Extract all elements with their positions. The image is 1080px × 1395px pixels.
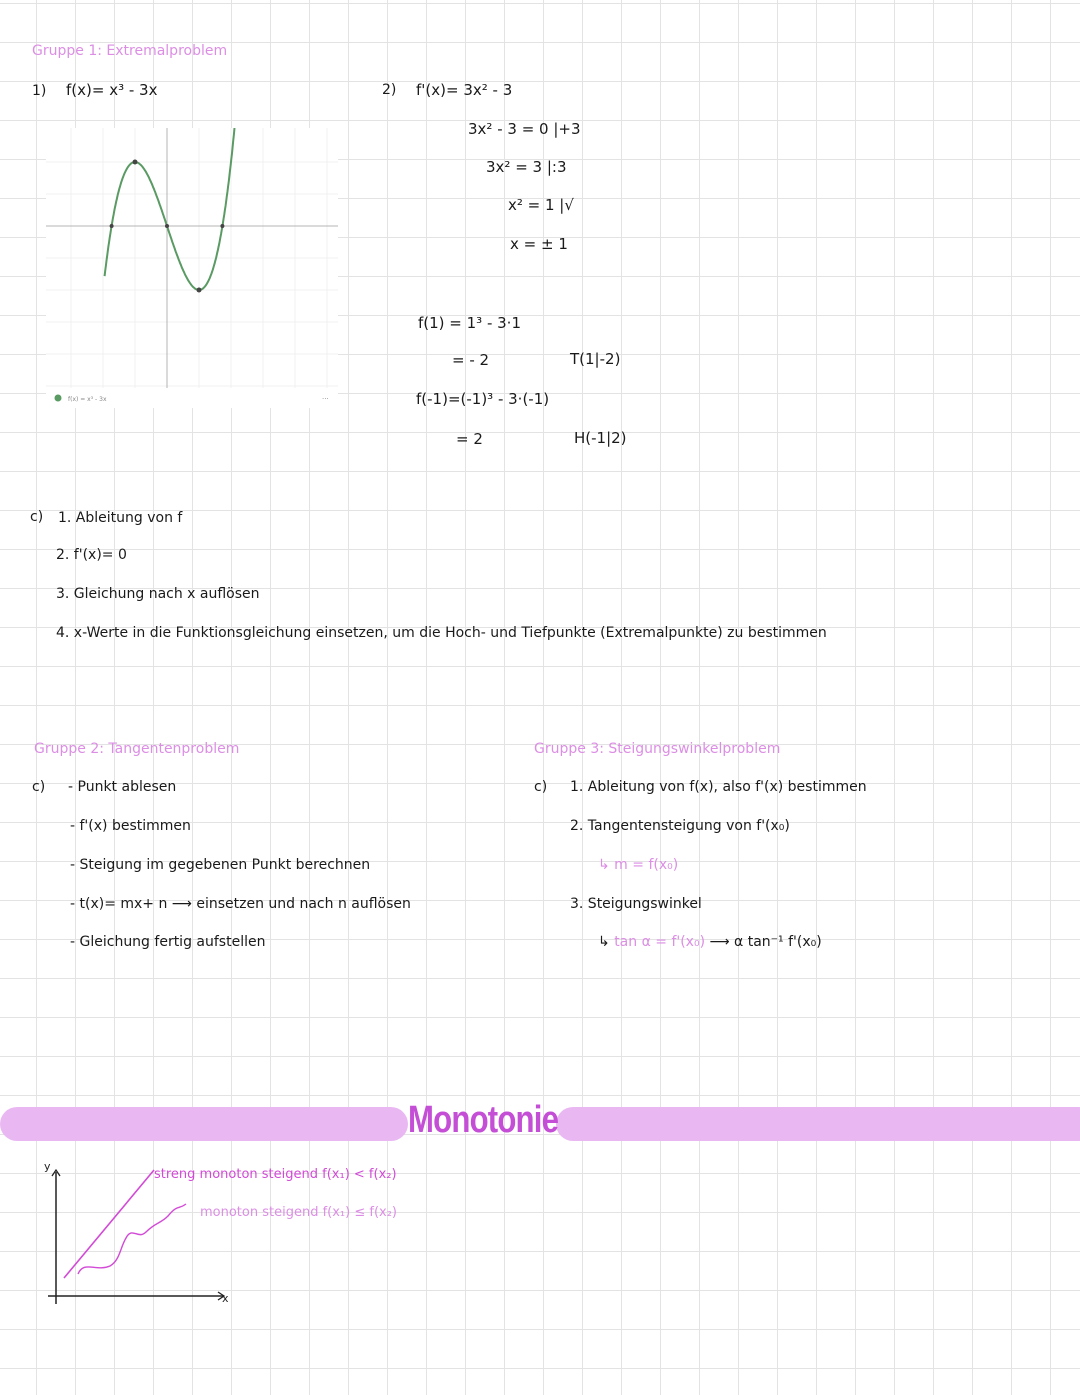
group2-step-2: - f'(x) bestimmen [70, 818, 191, 834]
solve-step-1: 3x² - 3 = 0 |+3 [468, 120, 581, 138]
monotonie-diagram [40, 1160, 480, 1350]
group3-step-3-sub [598, 933, 822, 951]
solve-step-2: 3x² = 3 |:3 [486, 158, 567, 176]
solve-step-3: x² = 1 |√ [508, 196, 574, 214]
minimum-point [197, 288, 202, 293]
group3-step-2-sub: ↳ m = f(x₀) [598, 857, 679, 873]
monotone-increasing-curve [78, 1204, 186, 1274]
group1-c-step-2: 2. f'(x)= 0 [56, 547, 127, 563]
group1-c-step-3: 3. Gleichung nach x auflösen [56, 586, 260, 602]
graph-svg [46, 128, 338, 408]
subpoint-arrow-icon: ↳ [598, 934, 610, 950]
solve-step-4: x = ± 1 [510, 235, 568, 253]
maximum-label: H(-1|2) [574, 429, 627, 447]
group2-step-1: - Punkt ablesen [68, 779, 177, 795]
function-graph [46, 128, 338, 408]
strict-increasing-line [64, 1170, 154, 1278]
group2-step-5: - Gleichung fertig aufstellen [70, 934, 266, 950]
mono-y-label: y [44, 1160, 51, 1173]
cubic-curve [105, 128, 235, 290]
group3-step-1: 1. Ableitung von f(x), also f'(x) bestimmen [570, 779, 867, 795]
calc-f1-result: = - 2 [452, 351, 490, 369]
group3-heading: Gruppe 3: Steigungswinkelproblem [534, 741, 781, 757]
tangent-formula: tan α = f'(x₀) [614, 934, 706, 950]
calc-fminus1-result: = 2 [456, 430, 483, 448]
group3-step-3: 3. Steigungswinkel [570, 896, 702, 912]
group1-c-label: c) [30, 509, 44, 525]
group1-heading: Gruppe 1: Extremalproblem [32, 43, 228, 59]
group1-c-step-4: 4. x-Werte in die Funktionsgleichung einsetzen, um die Hoch- und Tiefpunkte (Extremalpunkte) zu bestimmen [56, 625, 827, 641]
graph-legend-label: f(x) = x³ - 3x [68, 396, 107, 403]
root-point-left [110, 224, 114, 228]
legend-dot [55, 395, 62, 402]
graph-grid [46, 128, 338, 388]
monotonie-band-left [0, 1107, 408, 1141]
group1-c-step-1: 1. Ableitung von f [58, 510, 183, 526]
monotonie-title: Monotonie [408, 1099, 559, 1141]
group2-step-3: - Steigung im gegebenen Punkt berechnen [70, 857, 371, 873]
group1-function: f(x)= x³ - 3x [66, 81, 158, 99]
graph-menu-icon[interactable]: ··· [322, 395, 329, 403]
group1-part1-number: 1) [32, 83, 47, 99]
mono-x-label: x [222, 1292, 229, 1305]
minimum-label: T(1|-2) [570, 350, 621, 368]
root-point-origin [165, 224, 169, 228]
group3-step-2: 2. Tangentensteigung von f'(x₀) [570, 818, 790, 834]
calc-fminus1: f(-1)=(-1)³ - 3·(-1) [416, 390, 550, 408]
maximum-point [133, 160, 138, 165]
monotonie-band-right [556, 1107, 1080, 1141]
group2-heading: Gruppe 2: Tangentenproblem [34, 741, 240, 757]
group2-c-label: c) [32, 779, 46, 795]
root-point-right [220, 224, 224, 228]
group1-part2-number: 2) [382, 82, 397, 98]
inverse-tangent-formula: ⟶ α tan⁻¹ f'(x₀) [709, 934, 822, 950]
group2-step-4: - t(x)= mx+ n ⟶ einsetzen und nach n auflösen [70, 896, 411, 912]
calc-f1: f(1) = 1³ - 3·1 [418, 314, 521, 332]
strict-increasing-label: streng monoton steigend f(x₁) < f(x₂) [154, 1167, 397, 1182]
group1-derivative: f'(x)= 3x² - 3 [416, 81, 513, 99]
monotone-increasing-label: monoton steigend f(x₁) ≤ f(x₂) [200, 1205, 397, 1220]
group3-c-label: c) [534, 779, 548, 795]
